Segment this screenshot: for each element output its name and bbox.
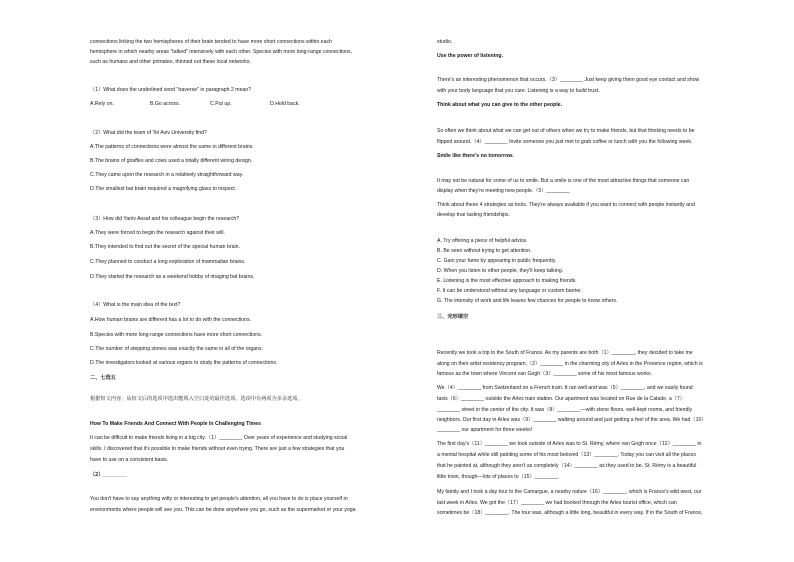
text-line: ________ our apartment for three weeks! — [437, 427, 533, 433]
instruction-text: 根据短文内容，从短文后的选项中选出能填入空白处的最佳选项。选项中有两项为多余选项。 — [90, 396, 303, 402]
option-c: C.They planned to conduct a long exploration of mammalian brains. — [90, 259, 246, 265]
question-4: （4）What is the main idea of the text? — [90, 302, 181, 308]
option-d: D.The investigators looked at various organs to study the patterns of connections. — [90, 360, 278, 366]
text-line: It may not be natural for some of us to smile. But a smile is one of the most attractive things that someone can — [437, 178, 690, 184]
option-e: E. Listening is the most effective approach to making friends. — [437, 278, 577, 284]
text-line: neighbors. Our first day in Arles was（9）________ walking around and just getting a feel of the area. We had（10） — [437, 417, 707, 423]
question-3: （3）How did Yaniv Assaf and his colleague begin the research? — [90, 216, 240, 222]
option-b: B.Species with more long-range connections have more short connections. — [90, 332, 263, 338]
text-line: skills, I discovered that it's possible to make friends without even trying. There are just a few strategies that you — [90, 446, 345, 452]
text-line: ________ street in the center of the city. It was（8）________—with stone floors, well-kept rooms, and friendly — [437, 407, 693, 413]
strategy-heading: Think about what you can give to the other people. — [437, 102, 563, 108]
question-1: （1）What does the underlined word "traverse" in paragraph 2 mean? — [90, 87, 252, 93]
text-line: such as humans and other primates, thinned out these local networks. — [90, 59, 251, 65]
option-c: C. Gain your fame by appearing in public frequently. — [437, 258, 557, 264]
text-line: Recently we took a trip to the South of France. As my parents are both（1）________, they decided to take me — [437, 350, 693, 356]
strategy-heading: Smile like there's no tomorrow. — [437, 153, 514, 159]
option-b: B.Go across. — [150, 101, 180, 107]
text-line: It can be difficult to make friends living in a big city.（1）________ Over years of experience and studying social — [90, 435, 348, 441]
text-line: flipped around.（4）________ Invite someone you just met to grab coffee or lunch with you the following week. — [437, 139, 693, 145]
text-line: environments where people will see you. This can be done anywhere you go, such as the supermarket or your yoga — [90, 507, 356, 513]
text-line: There's an interesting phenomenon that occurs.（3）________ Just keep giving them good eye contact and show — [437, 77, 700, 83]
option-c: C.Put up. — [210, 101, 232, 107]
option-d: D.Hold back. — [270, 101, 300, 107]
strategy-heading: Use the power of listening. — [437, 53, 504, 59]
text-line: a mental hospital while still painting some of his most beloved（13）________. Today you can visit all the places — [437, 452, 696, 458]
option-a: A. Try offering a piece of helpful advice. — [437, 238, 528, 244]
option-c: C.They came upon the research in a relatively straightforward way. — [90, 172, 244, 178]
option-d: D.They started the research as a weekend hobby of imaging bat brains. — [90, 274, 255, 280]
text-line: develop true lasting friendships. — [437, 212, 510, 218]
option-d: D.The smallest bat brain required a magnifying glass to inspect. — [90, 186, 237, 192]
question-1-options — [90, 99, 430, 110]
text-line: famous as the town where Vincent van Gogh（3）________ some of his most famous works. — [437, 371, 653, 377]
text-line: My family and I took a day tour to the Camargue, a nearby nature（16）________, which is France's wild west, our — [437, 489, 702, 495]
question-2: （2）What did the team of Tel Aviv University find? — [90, 130, 207, 136]
text-line: connections linking the two hemispheres of their brain tended to have more short connections within each — [90, 39, 332, 45]
text-line: last week in Arles. We got the（17）________ we had booked through the Arles tourist office, which can — [437, 500, 677, 506]
option-d: D. When you listen to other people, they'll keep talking. — [437, 268, 564, 274]
text-line: with your body language that you care. Listening is a way to build trust. — [437, 88, 600, 94]
text-line: display when they're meeting new people.（5）________ — [437, 188, 570, 194]
option-b: B. Be seen without trying to get attention. — [437, 248, 532, 254]
text-line: along on their artist residency program,（2）________ in the charming city of Arles in the Provence region, which is — [437, 361, 703, 367]
option-b: B.The brains of giraffes and cows used a totally different wiring design. — [90, 158, 253, 164]
text-line: little town, though—lots of places to（15）________. — [437, 474, 560, 480]
section-heading: 二、七选五 — [90, 375, 116, 381]
text-line: You don't have to say anything witty or interesting to get people's attention, all you have to do is place yourself in — [90, 496, 348, 502]
option-g: G. The intensity of work and life leaves few chances for people to know others. — [437, 298, 618, 304]
text-line: sometimes be（18）________. The tour was, although a little long, beautiful in every way. If in the South of France, — [437, 510, 703, 516]
option-c: C.The number of stepping stones was exactly the same in all of the organs. — [90, 346, 264, 352]
article-title: How To Make Friends And Connect With People In Challenging Times — [90, 421, 262, 427]
option-a: A.How human brains are different has a lot to do with the connections. — [90, 317, 252, 323]
text-line: that he painted at, although they aren't as completely（14）________ as they used to be. St. Rémy is a beautiful — [437, 463, 697, 469]
blank-heading: （2）________ — [90, 472, 127, 478]
section-heading: 三、完形填空 — [437, 314, 469, 320]
option-f: F. It can be understood without any language or custom barrier. — [437, 288, 583, 294]
option-a: A.Rely on. — [90, 101, 114, 107]
text-line: We（4）________ from Switzerland on a French train. It ran well and was（5）________, and we easily found — [437, 385, 693, 391]
text-line: taxis（6）________ outside the Arles train station. Our apartment was located on Rue de la Calade, a（7） — [437, 396, 685, 402]
text-line: Think about these 4 strategies as tools. They're always available if you want to connect with people instantly and — [437, 202, 695, 208]
option-a: A.The patterns of connections were almost the same in different brains. — [90, 144, 254, 150]
text-line: hemisphere in which nearby areas "talked" intensively with each other. Species with more long-range connections, — [90, 49, 353, 55]
text-line: The first day's（11）________ we took outside of Arles was to St. Rémy, where van Gogh once（12）________ in — [437, 441, 702, 447]
text-line: So often we think about what we can get out of others when we try to make friends, but that thinking needs to be — [437, 128, 695, 134]
option-a: A.They were forced to begin the research against their will. — [90, 230, 225, 236]
text-line: have to use on a consistent basis. — [90, 457, 169, 463]
option-b: B.They intended to find out the secret of the special human brain. — [90, 244, 240, 250]
text-line: studio. — [437, 39, 453, 45]
